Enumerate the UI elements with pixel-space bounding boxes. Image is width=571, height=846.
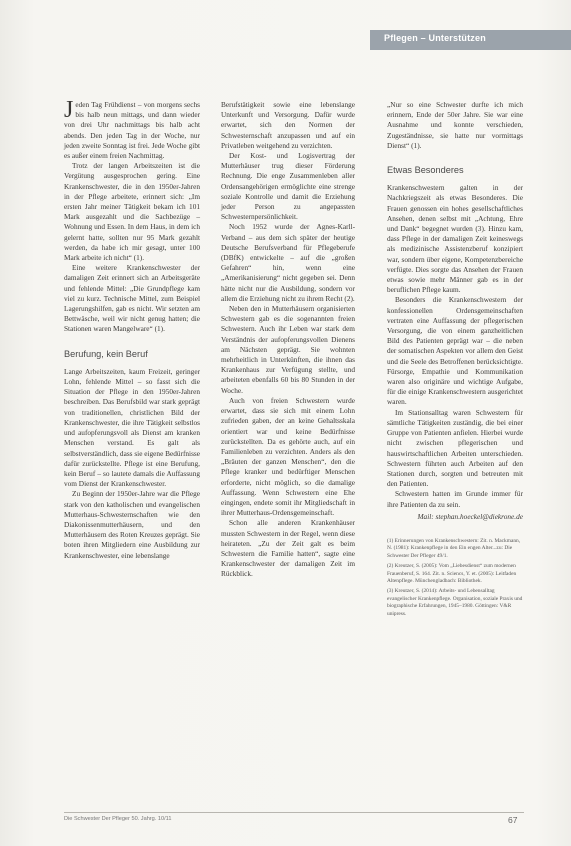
paragraph: Neben den in Mutterhäusern organisierten Schwestern gab es die sogenannten freien Schwestern. Auch ihr Leben war stark dem Verständnis der aufopferungsvollen Dienens am Nächsten geprägt. Sie wohnten mehrheitlich in Unterkünften, die ihnen das Krankenhaus zur Verfügung stellte, und arbeiteten ebenfalls 60 bis 80 Stunden in der Woche. [221,304,355,395]
text-column-1 [64,97,200,561]
paragraph: Krankenschwestern galten in der Nachkriegszeit als etwas Besonderes. Die Frauen genossen ein hohes gesellschaftliches Ansehen, denen selbst mit „Achtung, Ehre und Dank“ begegnet wurden (3). Hinzu kam, dass Pflege in der damaligen Zeit keineswegs als medizinische Assistenzberuf konzipiert war, sondern über eigene, Kompetenzbereiche verfügte. Dies sorgte das Ansehen der Frauen etwas sowie mehr Männer gab es in der beruflichen Pflege kaum. [387,183,523,295]
footer-divider [64,812,524,813]
reference-item: (2) Kreutzer, S. (2005): Vom „Liebesdienst“ zum modernen Frauenberuf, S. 164. Zit. n. Sciencs, Y. et. (2005): Leitfaden Altenpflege. Münchengladbach: Bibliothek. [387,563,517,584]
paragraph: Lange Arbeitszeiten, kaum Freizeit, geringer Lohn, fehlende Mittel – so fasst sich die Situation der Pflege in den 1950er-Jahren beschreiben. Das Berufsbild war stark geprägt von traditionellen, christlichen Bild der Krankenschwester, die ihre Tätigkeit selbstlos und aufopferungsvoll als Dienst am kranken Menschen verstand. Es galt als selbstverständlich, dass sie eigene Bedürfnisse dafür zurückstellte. Pflege ist eine Berufung, kein Beruf – so lautete damals die Auffassung vom Dienst der Krankenschwester. [64,366,200,489]
text-column-3 [387,100,523,621]
page-number: 67 [508,815,518,825]
text-column-2 [221,100,355,580]
paragraph: Der Kost- und Logisvertrag der Mutterhäuser trug dieser Förderung Rechnung. Die enge Zusammenleben aller Ordensangehörigen ermöglichte eine strenge soziale Kontrolle und damit die Erziehung jeder Person zu angepassten Schwesternpersönlichkeit. [221,151,355,222]
paragraph [64,97,200,161]
drop-cap: J [64,97,74,123]
references [387,538,523,618]
reference-item: (3) Kreutzer, S. (2014): Arbeits- und Lebensalltag evangelischer Krankenpflege. Organisation, soziale Praxis und biographische Erfahrungen, 1945–1980. Göttingen: V&R unipress. [387,588,523,617]
paragraph: Auch von freien Schwestern wurde erwartet, dass sie sich mit einem Lohn zufrieden gaben, der an keine Gehaltsskala orientiert war und keine Bedürfnisse zurückstellten. Da es gehörte auch, auf ein Familienleben zu verzichten. Anders als den „Bräuten der ganzen Menschen“, den die Pflege kranker und bedürftiger Menschen erforderte, nicht möglich, so die damalige Auffassung. Wenn Schwestern eine Ehe eingingen, endete somit ihr Mitgliedschaft in ihrer Mutterhaus-Ordensgemeinschaft. [221,395,355,518]
paragraph: Besonders die Krankenschwestern der konfessionellen Ordensgemeinschaften vertraten eine Auffassung der pflegerischen Versorgung, die von einem ganzheitlichen Bild des Patienten geprägt war – die neben der somatischen Aspekten vor allem den Geist und die Seele des Betroffenen berücksichtigte. Fürsorge, Empathie und Kommunikation waren also originäre und wichtige Aufgabe, für die einige Krankenschwestern ausgerichtet waren. [387,295,523,407]
paragraph: Noch 1952 wurde der Agnes-Karll-Verband – aus dem sich später der heutige Deutsche Berufsverband für Pflegeberufe (DBfK) entwickelte – auf die „großen Gefahren“ hin, wenn eine „Amerikanisierung“ nicht gegeben sei. Denn hätte nicht nur die Ausbildung, sondern vor allem die Erziehung nicht zu ihrem Recht (2). [221,222,355,303]
section-title: Pflegen – Unterstützen [384,33,486,43]
paragraph: Trotz der langen Arbeitszeiten ist die Vergütung ausgesprochen gering. Eine Krankenschwester, die in den 1950er-Jahren in der Pflege arbeitete, erinnert sich: „Im ersten Jahr meiner Tätigkeit bekam ich 101 Mark ausgezahlt und die Sachbezüge – Wohnung und Essen. In dem Haus, in dem ich gelernt hatte, sollten nur 95 Mark gezahlt werden, da habe ich mir gesagt, unter 100 Mark arbeite ich nicht“ (1). [64,161,200,263]
section-heading: Etwas Besonderes [387,165,464,176]
paragraph: Zu Beginn der 1950er-Jahre war die Pflege stark von den katholischen und evangelischen Mutterhaus-Schwesternschaften wie den Diakonissenmutterhäusern, und den Mutterhäusern des Roten Kreuzes geprägt. Sie boten ihren Mitgliedern eine Ausbildung zur Krankenschwester, eine lebenslange [64,489,200,560]
paragraph: Eine weitere Krankenschwester der damaligen Zeit erinnert sich an Arbeitsgeräte und fehlende Mittel: „Die Grundpflege kam viel zu kurz. Technische Mittel, zum Beispiel Lagerungshilfen, gab es nicht. Wir setzten am Bettwäsche, weil wir nicht genug hatten; die Stationen waren Mangelware“ (1). [64,263,200,334]
paragraph: Schwestern hatten im Grunde immer für ihre Patienten da zu sein. [387,489,523,509]
reference-item: (1) Erinnerungen von Krankenschwestern: Zit. n. Mackmann, N. (1981): Krankenpflege in den Ein engen Alter...zu: Die Schwester Der Pfleger 49/1. [387,537,521,559]
paragraph: „Nur so eine Schwester durfte ich mich erinnern, Ende der 50er Jahre. Sie war eine Ausnahme und konnte verschieden, Zugeständnisse, sie hatte nur vormittags Dienst“ (1). [387,100,523,150]
author-email: Mail: stephan.hoeckel@diekrone.de [417,511,523,521]
paragraph-text: eden Tag Frühdienst – von morgens sechs bis halb neun mittags, und dann wieder von drei Uhr nachmittags bis halb acht abends. Den jeden Tag in der Woche, nur jeden zweite Sonntag ist frei. Jede Woche gibt es außer einem freien Nachmittag. [64,100,200,161]
section-heading: Berufung, kein Beruf [64,348,148,359]
paragraph: Im Stationsalltag waren Schwestern für sämtliche Tätigkeiten zuständig, die bei einer Gruppe von Patienten anfielen. Hierbei wurde nicht zwischen pflegerischen und hauswirtschaftlichen Arbeiten unterschieden. Schwestern führten auch Arbeiten auf den Stationen durch, sorgten und betreuten mit den Patienten. [387,407,523,489]
paragraph: Berufstätigkeit sowie eine lebenslange Unterkunft und Versorgung. Dafür wurde erwartet, sich den Normen der Schwesternschaft anzupassen und auf ein Privatleben weitgehend zu verzichten. [221,100,355,150]
paragraph: Schon alle anderen Krankenhäuser mussten Schwestern in der Regel, wenn diese heirateten. „Zu der Zeit galt es beim Schwestern die Familie hatten“, sagte eine Krankenschwester der damaligen Zeit im Rückblick. [221,518,355,579]
journal-footer: Die Schwester Der Pfleger 50. Jahrg. 10/11 [64,816,172,822]
